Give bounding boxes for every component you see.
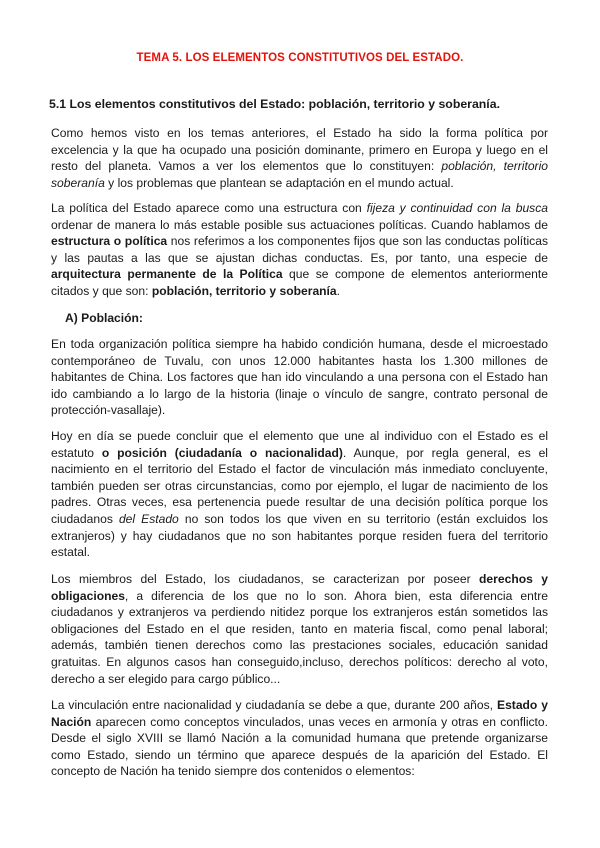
page-title: TEMA 5. LOS ELEMENTOS CONSTITUTIVOS DEL ESTADO. (136, 52, 464, 64)
subheading-poblacion: A) Población: (65, 311, 143, 325)
paragraph-poblacion: En toda organización política siempre ha habido condición humana, desde el microestado contemporáneo de Tuvalu, con unos 12.000 habitantes hasta los 1.300 millones de habitantes de China. Los factores que han ido vinculando a una persona con el Estado han ido cambiando a lo largo de la historia (linaje o vínculo de sangre, contrato personal de protección-vasallaje). (51, 337, 548, 418)
section-heading: 5.1 Los elementos constitutivos del Estado: población, territorio y soberanía. (49, 97, 500, 111)
paragraph-nacion: La vinculación entre nacionalidad y ciudadanía se debe a que, durante 200 años, Estado y Nación aparecen como conceptos vinculados, unas veces en armonía y otras en conflicto. Desde el siglo XVIII se llamó Nación a la comunidad humana que pretende organizarse como Estado, siendo un término que aparece después de la aparición del Estado. El concepto de Nación ha tenido siempre dos contenidos o elementos: (51, 698, 548, 779)
paragraph-ciudadanos: Los miembros del Estado, los ciudadanos, se caracterizan por poseer derechos y obligaciones, a diferencia de los que no lo son. Ahora bien, esta diferencia entre ciudadanos y extranjeros va perdiendo nitidez porque los extranjeros están sometidos las obligaciones del Estado en el que residen, tanto en materia fiscal, como penal laboral; además, también tienen derechos como las prestaciones sociales, educación sanidad gratuitas. En algunos casos han conseguido,incluso, derechos políticos: derecho al voto, derecho a ser elegido para cargo público... (51, 572, 548, 686)
paragraph-structure: La política del Estado aparece como una estructura con fijeza y continuidad con la busca ordenar de manera lo más estable posible sus actuaciones políticas. Cuando hablamos de estructura o política nos referimos a los componentes fijos que son las conductas políticas y las pautas a las que se ajustan dichas conductas. Es, por tanto, una especie de arquitectura permanente de la Política que se compone de elementos anteriormente citados y que son: población, territorio y soberanía. (51, 201, 549, 298)
paragraph-intro: Como hemos visto en los temas anteriores, el Estado ha sido la forma política por excelencia y la que ha ocupado una posición dominante, primero en Europa y luego en el resto del planeta. Vamos a ver los elementos que lo constituyen: población, territorio soberanía y los problemas que plantean se adaptación en el mundo actual. (51, 126, 548, 190)
paragraph-estatuto: Hoy en día se puede concluir que el elemento que une al individuo con el Estado es el estatuto o posición (ciudadanía o nacionalidad). Aunque, por regla general, es el nacimiento en el territorio del Estado el factor de vinculación más inmediato concluyente, también pueden ser otras circunstancias, como por ejemplo, el lugar de nacimiento de los padres. Otras veces, esa pertenencia puede resultar de una decisión política porque los ciudadanos del Estado no son todos los que viven en su territorio (están excluidos los extranjeros) y hay ciudadanos que no son habitantes porque residen fuera del territorio estatal. (51, 429, 549, 560)
